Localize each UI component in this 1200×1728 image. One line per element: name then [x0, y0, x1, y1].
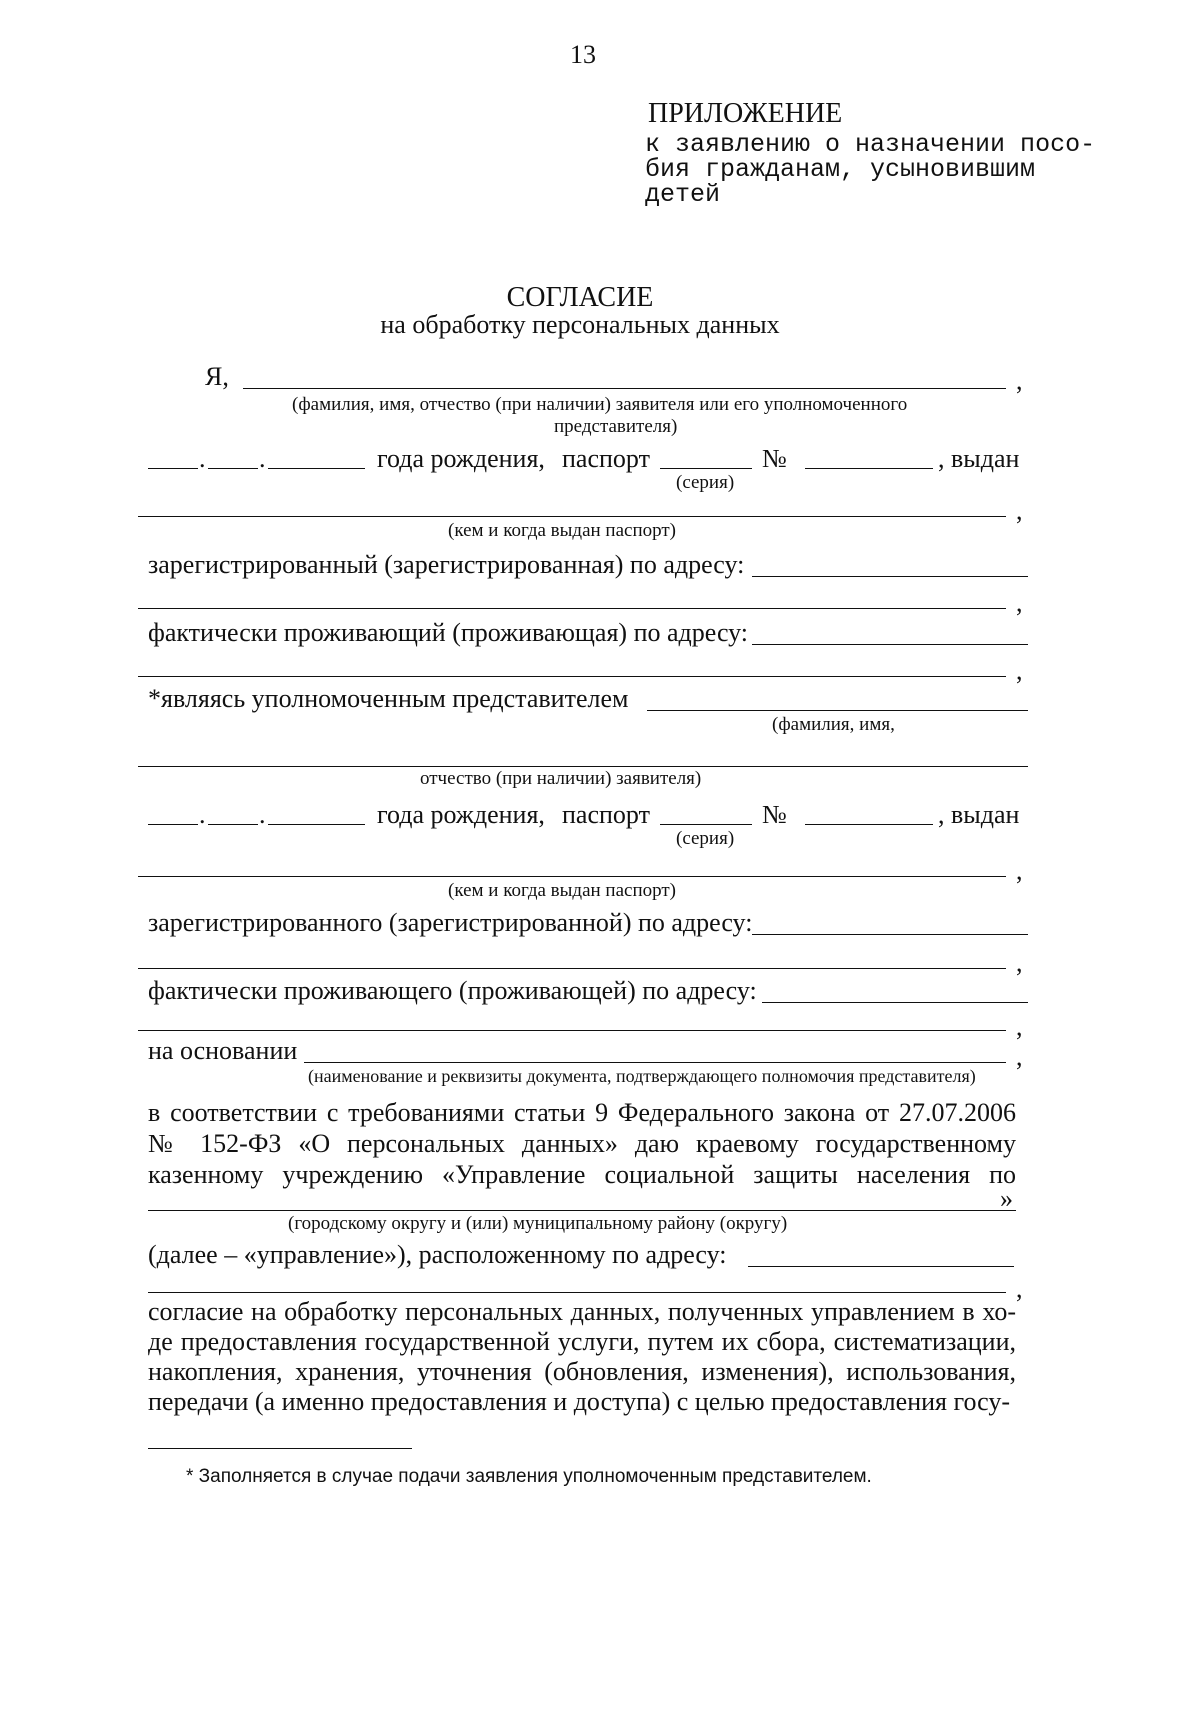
- comma: ,: [1016, 496, 1023, 525]
- rep-registered-label: зарегистрированного (зарегистрированной) по адресу:: [148, 908, 753, 937]
- dot: .: [199, 800, 206, 829]
- basis-label: на основании: [148, 1036, 298, 1065]
- issued-label: , выдан: [938, 800, 1020, 829]
- rep-name-line-2[interactable]: [138, 766, 1028, 767]
- registered-address-line[interactable]: [752, 576, 1028, 577]
- appendix-line-1: к заявлению о назначении посо-: [645, 130, 1096, 159]
- management-address-line[interactable]: [748, 1266, 1014, 1267]
- issued-by-line[interactable]: [138, 516, 1006, 517]
- rep-passport-series-line[interactable]: [660, 824, 752, 825]
- appendix-title: ПРИЛОЖЕНИЕ: [648, 98, 843, 129]
- basis-caption: (наименование и реквизиты документа, подтверждающего полномочия представителя): [308, 1066, 976, 1086]
- rep-actual-address-line[interactable]: [762, 1002, 1028, 1003]
- law-paragraph: в соответствии с требованиями статьи 9 Федерального закона от 27.07.2006 № 152-ФЗ «О персональных данных» даю краевому государственному казенному учреждению «Управление социальной защиты населения по: [148, 1098, 1016, 1189]
- issued-by-caption: (кем и когда выдан паспорт): [448, 880, 677, 901]
- dot: .: [259, 800, 266, 829]
- fio-field-line[interactable]: [243, 388, 1006, 389]
- dot: .: [199, 444, 206, 473]
- rep-birth-day-line[interactable]: [148, 824, 198, 825]
- comma: ,: [1016, 1042, 1023, 1071]
- comma: ,: [1016, 366, 1023, 395]
- actual-address-line[interactable]: [752, 644, 1028, 645]
- birth-year-line[interactable]: [268, 468, 365, 469]
- rep-birth-year-line[interactable]: [268, 824, 365, 825]
- rep-name-line[interactable]: [647, 710, 1028, 711]
- birth-day-line[interactable]: [148, 468, 198, 469]
- issued-by-caption: (кем и когда выдан паспорт): [448, 520, 677, 541]
- quote-close: »: [1000, 1184, 1013, 1213]
- district-caption: (городскому округу и (или) муниципальному району (округу): [288, 1213, 788, 1234]
- rep-name-caption-1: (фамилия, имя,: [772, 714, 895, 735]
- rep-actual-label: фактически проживающего (проживающей) по адресу:: [148, 976, 757, 1005]
- management-address-label: (далее – «управление»), расположенному по адресу:: [148, 1240, 727, 1269]
- fio-caption-2: представителя): [554, 416, 678, 437]
- issued-label: , выдан: [938, 444, 1020, 473]
- series-caption: (серия): [676, 472, 735, 493]
- comma: ,: [1016, 588, 1023, 617]
- consent-title: СОГЛАСИЕ: [506, 282, 654, 313]
- comma: ,: [1016, 1274, 1023, 1303]
- rep-birth-month-line[interactable]: [208, 824, 258, 825]
- footnote-separator: [148, 1448, 412, 1449]
- actual-address-line-2[interactable]: [138, 676, 1006, 677]
- passport-label: паспорт: [562, 800, 650, 829]
- management-address-line-2[interactable]: [148, 1292, 1006, 1293]
- representative-label: *являясь уполномоченным представителем: [148, 684, 629, 713]
- rep-actual-address-line-2[interactable]: [138, 1030, 1006, 1031]
- passport-series-line[interactable]: [660, 468, 752, 469]
- page-number: 13: [570, 40, 596, 69]
- consent-paragraph: согласие на обработку персональных данных, полученных управлением в хо- де предоставления государственной услуги, путем их сбора, систематизации, накопления, хранения, уточнения (обновления, изменения), использования, передачи (а именно предоставления и доступа) с целью предоставления госу-: [148, 1297, 1016, 1416]
- rep-registered-address-line[interactable]: [752, 934, 1028, 935]
- dot: .: [259, 444, 266, 473]
- comma: ,: [1016, 856, 1023, 885]
- birth-label: года рождения,: [377, 444, 545, 473]
- appendix-line-3: детей: [645, 180, 721, 209]
- comma: ,: [1016, 1012, 1023, 1041]
- passport-label: паспорт: [562, 444, 650, 473]
- number-sign: №: [762, 800, 787, 829]
- basis-line[interactable]: [304, 1062, 1006, 1063]
- rep-issued-by-line[interactable]: [138, 876, 1006, 877]
- consent-subtitle: на обработку персональных данных: [380, 310, 780, 339]
- number-sign: №: [762, 444, 787, 473]
- district-line[interactable]: [148, 1210, 1016, 1211]
- passport-number-line[interactable]: [805, 468, 933, 469]
- rep-name-caption-2: отчество (при наличии) заявителя): [420, 768, 702, 789]
- birth-label: года рождения,: [377, 800, 545, 829]
- actual-label: фактически проживающий (проживающая) по адресу:: [148, 618, 749, 647]
- i-label: Я,: [205, 362, 229, 391]
- birth-month-line[interactable]: [208, 468, 258, 469]
- rep-passport-number-line[interactable]: [805, 824, 933, 825]
- rep-registered-address-line-2[interactable]: [138, 968, 1006, 969]
- fio-caption-1: (фамилия, имя, отчество (при наличии) заявителя или его уполномоченного: [292, 394, 908, 415]
- comma: ,: [1016, 948, 1023, 977]
- comma: ,: [1016, 656, 1023, 685]
- series-caption: (серия): [676, 828, 735, 849]
- registered-address-line-2[interactable]: [138, 608, 1006, 609]
- appendix-line-2: бия гражданам, усыновившим: [645, 155, 1036, 184]
- registered-label: зарегистрированный (зарегистрированная) по адресу:: [148, 550, 745, 579]
- footnote: * Заполняется в случае подачи заявления уполномоченным представителем.: [186, 1466, 872, 1487]
